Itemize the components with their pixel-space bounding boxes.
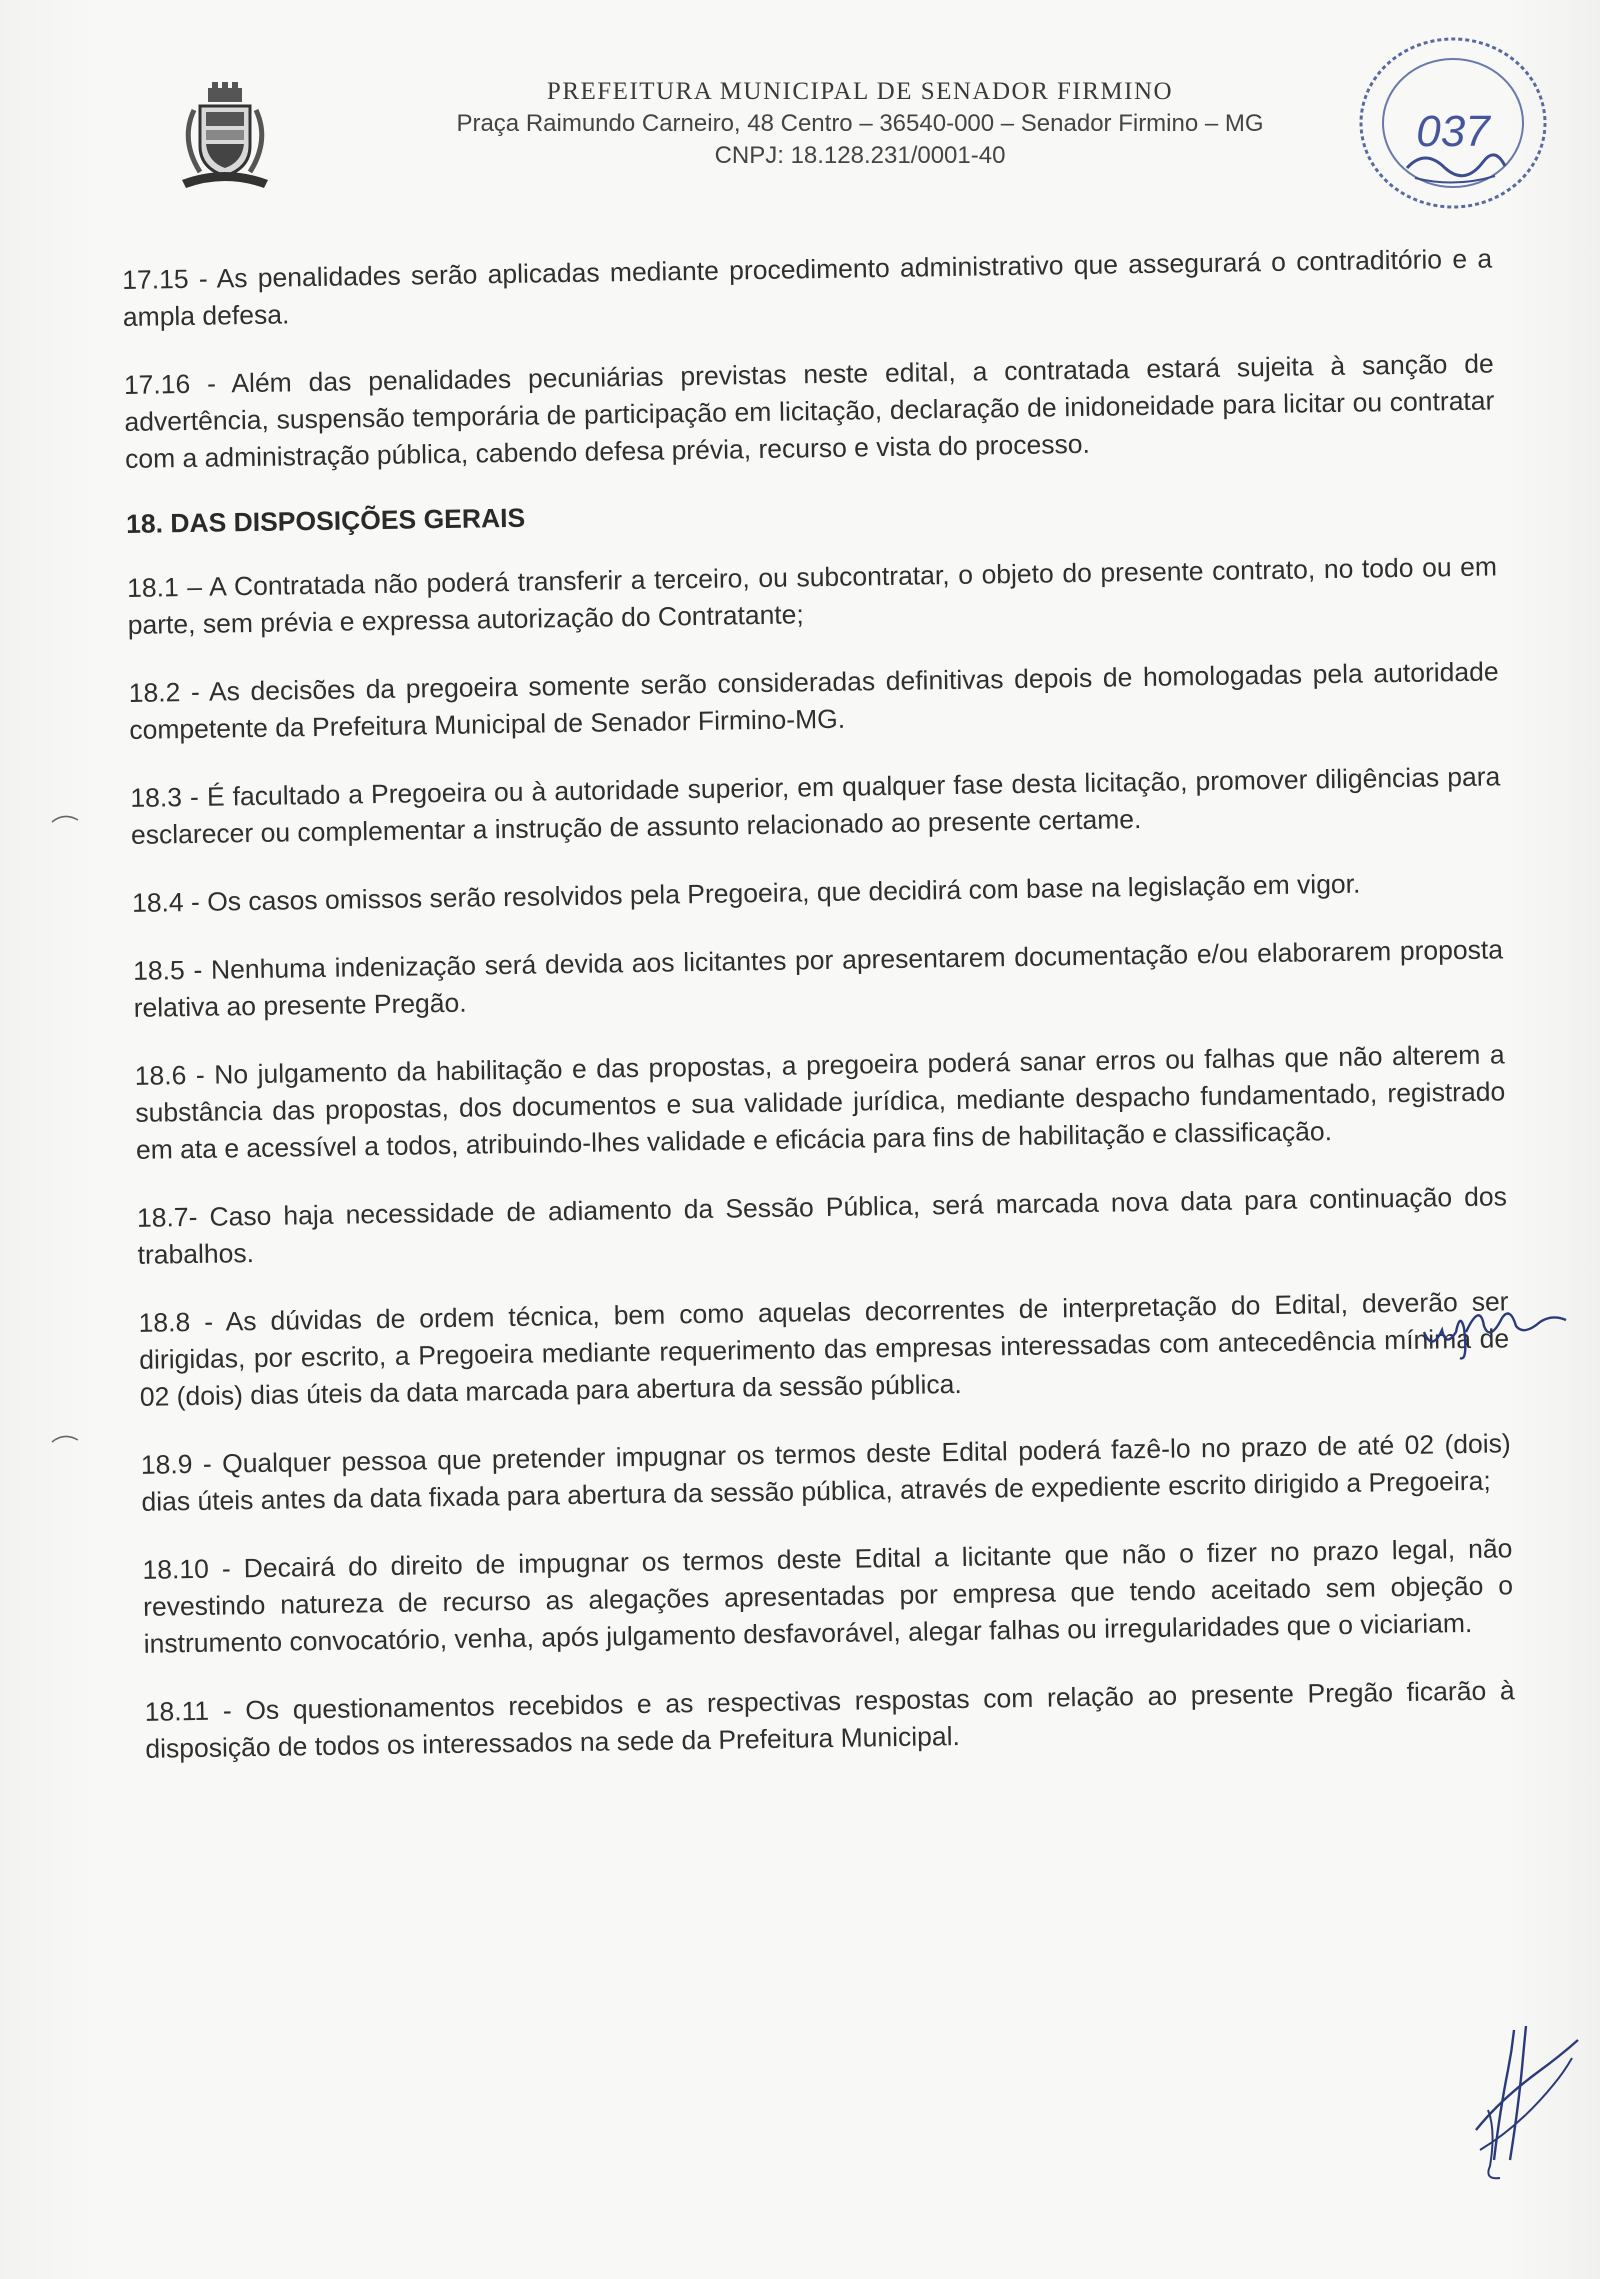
clause-18-8: 18.8 - As dúvidas de ordem técnica, bem como aquelas decorrentes de interpretação do Edital, deverão ser dirigidas, por escrito, a Pregoeira mediante requerimento das empresas interessadas com antecedência mínima de 02 (dois) dias úteis da data marcada para abertura da sessão pública. <box>138 1286 1510 1412</box>
clause-18-10: 18.10 - Decairá do direito de impugnar os termos deste Edital a licitante que não o fizer no prazo legal, não revestindo natureza de recurso as alegações apresentadas por empresa que tendo aceitado sem objeção o instrumento convocatório, venha, após julgamento desfavorável, alegar falhas ou irregularidades que o viciariam. <box>142 1533 1514 1659</box>
organization-cnpj: CNPJ: 18.128.231/0001-40 <box>714 142 1006 169</box>
clause-18-6: 18.6 - No julgamento da habilitação e das propostas, a pregoeira poderá sanar erros ou falhas que não alterem a substância das propostas, dos documentos e sua validade jurídica, mediante despacho fundamentado, registrado em ata e acessível a todos, atribuindo-lhes validade e eficácia para fins de habilitação e classificação. <box>134 1039 1506 1165</box>
document-body <box>122 240 1516 1798</box>
clause-18-7: 18.7- Caso haja necessidade de adiamento da Sessão Pública, será marcada nova data para continuação dos trabalhos. <box>136 1181 1508 1270</box>
clause-18-11: 18.11 - Os questionamentos recebidos e as respectivas respostas com relação ao presente Pregão ficarão à disposição de todos os interessados na sede da Prefeitura Municipal. <box>144 1675 1515 1764</box>
section-18-title: 18. DAS DISPOSIÇÕES GERAIS <box>125 502 526 539</box>
letterhead <box>170 60 1350 180</box>
stamp-page-number: 037 <box>1416 107 1490 156</box>
clause-18-4: 18.4 - Os casos omissos serão resolvidos pela Pregoeira, que decidirá com base na legislação em vigor. <box>131 868 1361 918</box>
municipal-coat-of-arms-icon <box>170 80 280 190</box>
clause-18-1: 18.1 – A Contratada não poderá transferir a terceiro, ou subcontratar, o objeto do presente contrato, no todo ou em parte, sem prévia e expressa autorização do Contratante; <box>126 551 1498 640</box>
organization-name: PREFEITURA MUNICIPAL DE SENADOR FIRMINO <box>546 78 1174 105</box>
letterhead-text <box>370 70 1350 170</box>
handwritten-initials-icon <box>1420 1292 1570 1362</box>
clause-18-5: 18.5 - Nenhuma indenização será devida aos licitantes por apresentarem documentação e/ou elaborarem proposta relativa ao presente Pregão. <box>132 934 1504 1023</box>
margin-tick-mark <box>50 812 100 826</box>
organization-address: Praça Raimundo Carneiro, 48 Centro – 36540-000 – Senador Firmino – MG <box>456 110 1264 137</box>
clause-18-2: 18.2 - As decisões da pregoeira somente serão consideradas definitivas depois de homologadas pela autoridade competente da Prefeitura Municipal de Senador Firmino-MG. <box>128 656 1499 745</box>
handwritten-signature-icon <box>1460 2010 1580 2185</box>
clause-17-15: 17.15 - As penalidades serão aplicadas mediante procedimento administrativo que assegurará o contraditório e a ampla defesa. <box>122 243 1493 332</box>
clause-18-3: 18.3 - É facultado a Pregoeira ou à autoridade superior, em qualquer fase desta licitação, promover diligências para esclarecer ou complementar a instrução de assunto relacionado ao presente certame. <box>130 761 1501 850</box>
protocol-stamp-icon <box>1345 28 1560 218</box>
margin-tick-mark <box>50 1432 100 1446</box>
clause-17-16: 17.16 - Além das penalidades pecuniárias previstas neste edital, a contratada estará sujeita à sanção de advertência, suspensão temporária de participação em licitação, declaração de inidoneidade para licitar ou contratar com a administração pública, cabendo defesa prévia, recurso e vista do processo. <box>123 348 1495 474</box>
clause-18-9: 18.9 - Qualquer pessoa que pretender impugnar os termos deste Edital poderá fazê-lo no prazo de até 02 (dois) dias úteis antes da data fixada para abertura da sessão pública, através de expediente escrito dirigido a Pregoeira; <box>140 1428 1511 1517</box>
